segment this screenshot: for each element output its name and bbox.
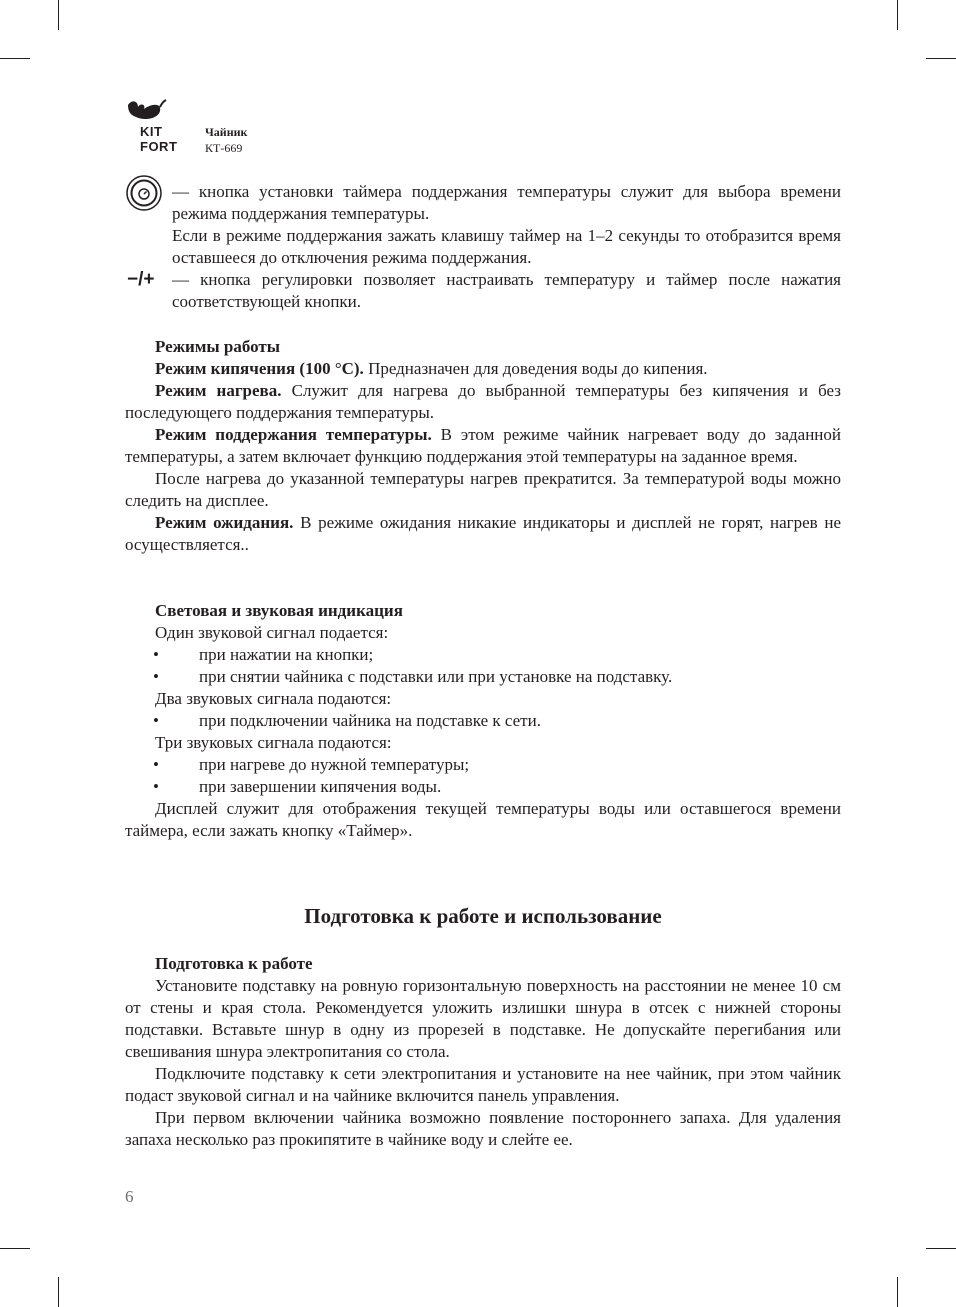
sub-heading: Подготовка к работе [155,954,313,973]
list-item [125,644,841,666]
mode-heat-label: Режим нагрева. [155,381,282,400]
page-number: 6 [125,1187,134,1206]
after-heat-text: После нагрева до указанной температуры нагрев прекратится. За температурой воды можно следить на дисплее. [125,469,841,510]
list-item [125,754,841,776]
mode-keep [125,424,841,468]
mode-standby [125,512,841,556]
adjust-button-description [125,269,841,313]
list-item [125,666,841,688]
preparation-section [125,905,841,927]
crop-mark [0,58,30,59]
plus-minus-icon: −/+ [127,269,155,290]
timer-text-2: Если в режиме поддержания зажать клавишу таймер на 1–2 секунды то отобразится время оставшееся до отключения режима поддержания. [172,226,841,267]
mode-boil-text: Предназначен для доведения воды до кипения. [363,359,708,378]
paragraph-1: Установите подставку на ровную горизонтальную поверхность на расстоянии не менее 10 см от стены и края стола. Рекомендуется уложить излишки шнура в отсек с нижней стороны подставки. Вставьте шнур в одну из прорезей в подставке. Не допускайте перегибания или свешивания шнура электропитания со стола. [125,976,841,1061]
buttons-section [125,181,841,313]
modes-heading: Режимы работы [155,337,281,356]
bullet-icon: • [153,755,159,774]
crop-mark [897,1277,898,1307]
bullet-icon: • [153,711,159,730]
paragraph-2: Подключите подставку к сети электропитания и установите на нее чайник, при этом чайник подаст звуковой сигнал и на чайнике включится панель управления. [125,1064,841,1105]
product-model: КТ-669 [205,141,243,155]
signals-heading: Световая и звуковая индикация [155,601,403,620]
mode-keep-text: В этом режиме чайник нагревает воду до заданной температуры, а затем включает функцию поддержания этой температуры на заданное время. [125,425,841,466]
crop-mark [926,58,956,59]
paragraph-3: При первом включении чайника возможно появление постороннего запаха. Для удаления запаха несколько раз прокипятите в чайнике воду и слейте ее. [125,1108,841,1149]
crop-mark [0,1248,30,1249]
adjust-text: — кнопка регулировки позволяет настраивать температуру и таймер после нажатия соответствующей кнопки. [172,270,841,311]
mode-keep-label: Режим поддержания температуры. [155,425,432,444]
crop-mark [58,0,59,30]
two-signal-intro: Два звуковых сигнала подаются: [155,689,392,708]
list-item-text: при снятии чайника с подставки или при установке на подставку. [199,667,673,686]
mode-boil [125,358,841,380]
bullet-icon: • [153,667,159,686]
bullet-icon: • [153,777,159,796]
timer-text-1: — кнопка установки таймера поддержания температуры служит для выбора времени режима поддержания температуры. [172,182,841,223]
product-info [205,124,247,156]
bullet-icon: • [153,645,159,664]
product-name: Чайник [205,125,248,139]
list-item [125,710,841,732]
one-signal-intro: Один звуковой сигнал подается: [155,623,389,642]
brand-logo-text [140,124,177,154]
three-signal-intro: Три звуковых сигнала подаются: [155,733,392,752]
crop-mark [897,0,898,30]
preparation-body [125,953,841,1151]
display-text: Дисплей служит для отображения текущей температуры воды или оставшегося времени таймера, если зажать кнопку «Таймер». [125,799,841,840]
list-item-text: при завершении кипячения воды. [199,777,442,796]
signals-section [125,600,841,842]
modes-section [125,336,841,556]
mode-standby-label: Режим ожидания. [155,513,294,532]
list-item-text: при нажатии на кнопки; [199,645,374,664]
brand-line-1: KIT [140,124,163,139]
mode-heat-text: Служит для нагрева до выбранной температуры без кипячения и без последующего поддержания температуры. [125,381,842,422]
timer-button-description [125,181,841,269]
mode-heat [125,380,841,424]
timer-icon [125,174,163,212]
crop-mark [58,1277,59,1307]
brand-line-2: FORT [140,139,178,154]
mode-standby-text: В режиме ожидания никакие индикаторы и дисплей не горят, нагрев не осуществляется.. [125,513,841,554]
mode-boil-label: Режим кипячения (100 °C). [155,359,364,378]
list-item [125,776,841,798]
crop-mark [926,1248,956,1249]
section-title: Подготовка к работе и использование [304,904,662,928]
list-item-text: при нагреве до нужной температуры; [199,755,470,774]
list-item-text: при подключении чайника на подставке к сети. [199,711,541,730]
